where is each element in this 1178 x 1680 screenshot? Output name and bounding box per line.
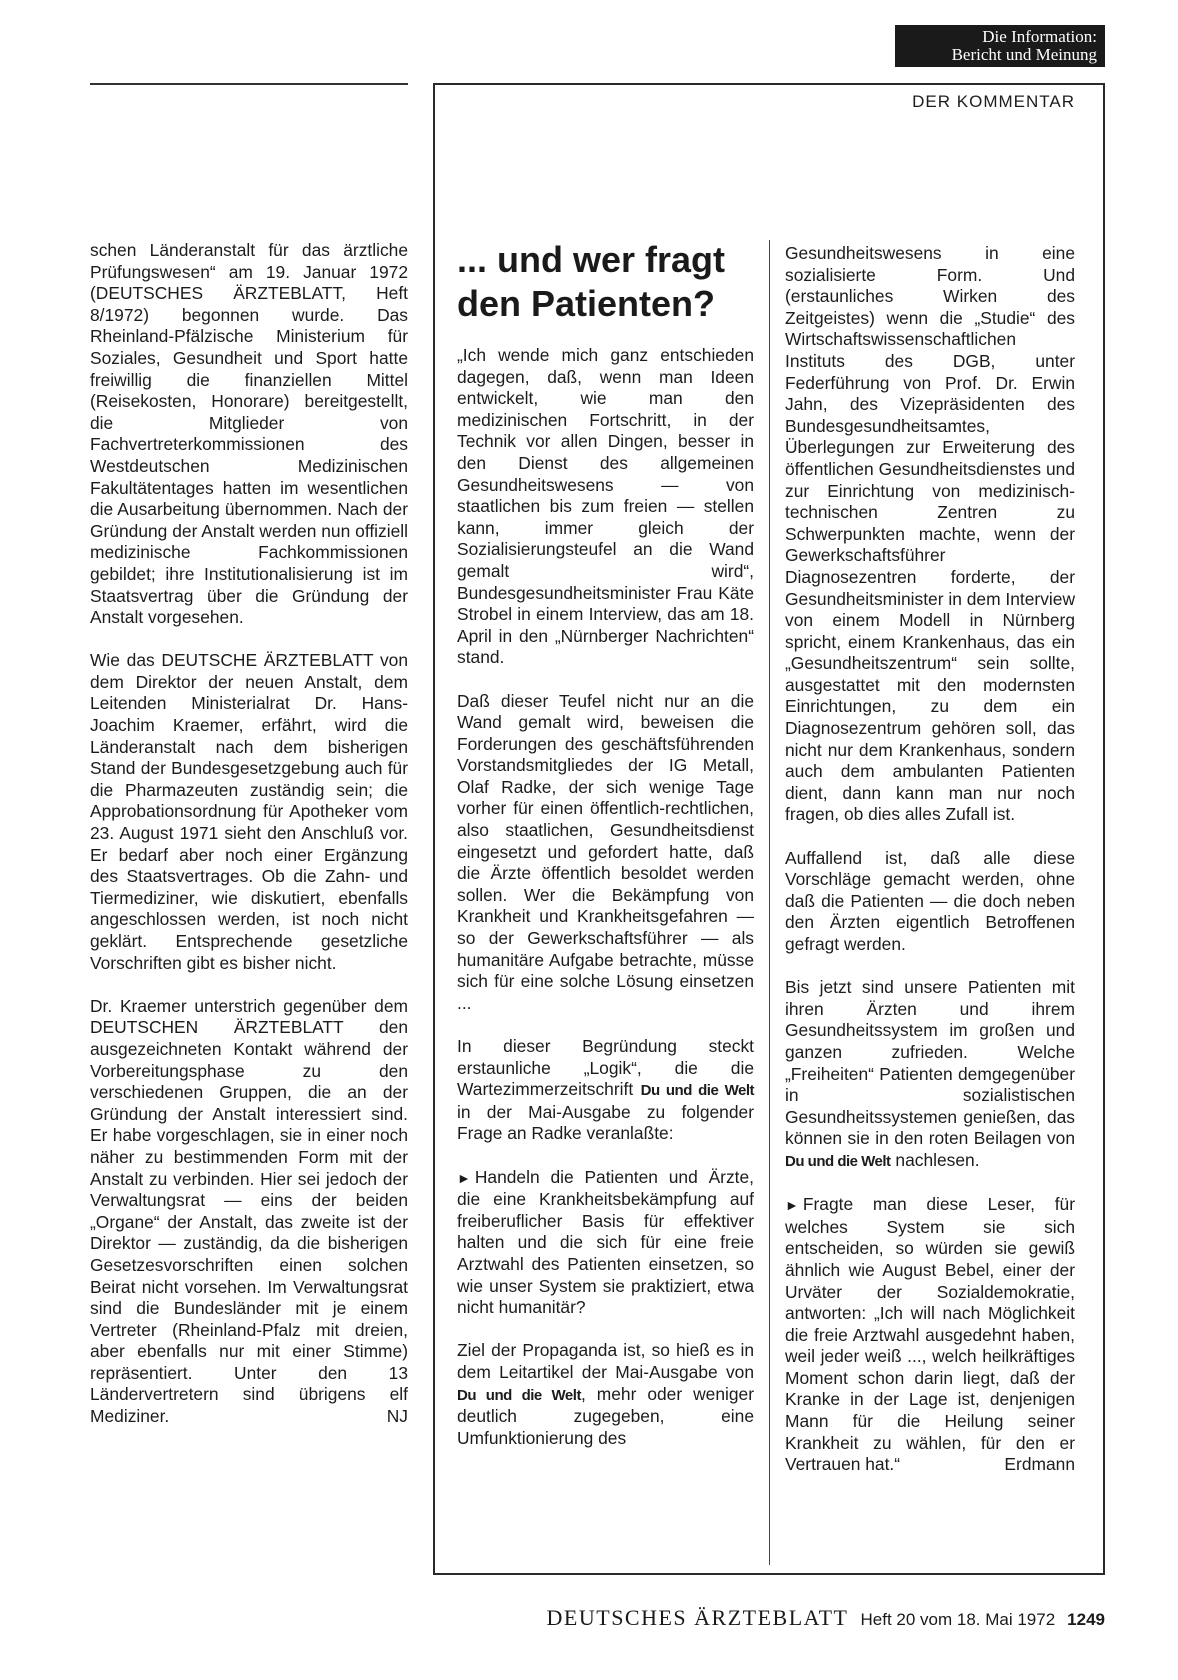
du-und-die-welt-logo: Du und die Welt xyxy=(640,1082,754,1100)
right-paragraph-4 xyxy=(785,1194,1075,1476)
left-paragraph-3-text: Dr. Kraemer unterstrich gegenüber dem DEUTSCHEN ÄRZTEBLATT den ausgezeichneten Kontakt während der Vorbereitungsphase zu den verschiedenen Gruppen, die an der Gründung der Anstalt interessiert sind. Er habe vorgeschlagen, sie in einer noch näher zu bestimmenden Form mit der Anstalt zu verbinden. Hier sei jedoch der Verwaltungsrat — eins der beiden „Organe“ der Anstalt, das zweite ist der Direktor — zuständig, da die bisherigen Gesetzesvorschriften einen solchen Beirat nicht vorsehen. Im Verwaltungsrat sind die Bundesländer mit je einem Vertreter (Rheinland-Pfalz mit dreien, aber ebenfalls nur mit einer Stimme) repräsentiert. Unter den 13 Ländervertretern sind übrigens elf Mediziner. xyxy=(90,995,408,1427)
section-label-line2: Bericht und Meinung xyxy=(951,45,1097,64)
middle-paragraph-3-before: In dieser Begründung steckt erstaunliche „Logik“, die die Wartezimmerzeitschrift xyxy=(457,1036,754,1100)
left-paragraph-2: Wie das DEUTSCHE ÄRZTEBLATT von dem Direktor der neuen Anstalt, dem Leitenden Ministerialrat Dr. Hans-Joachim Kraemer, erfährt, wird die Länderanstalt nach dem bisherigen Stand der Bundesgesetzgebung auch für die Pharmazeuten zuständig sein; die Approbationsordnung für Apotheker vom 23. August 1971 sieht den Anschluß vor. Er bedarf aber noch einer Ergänzung des Staatsvertrages. Ob die Zahn- und Tiermediziner, wie diskutiert, ebenfalls angeschlossen werden, ist noch nicht geklärt. Entsprechende gesetzliche Vorschriften gibt es bisher nicht. xyxy=(90,650,408,973)
right-paragraph-2: Auffallend ist, daß alle diese Vorschläge gemacht werden, ohne daß die Patienten — die doch neben den Ärzten eigentlich Betroffenen gefragt werden. xyxy=(785,847,1075,954)
kommentar-label: DER KOMMENTAR xyxy=(912,92,1075,111)
right-paragraph-1: Gesundheitswesens in eine sozialisierte Form. Und (erstaunliches Wirken des Zeitgeistes) wenn die „Studie“ des Wirtschaftswissenschaftlichen Instituts des DGB, unter Federführung von Prof. Dr. Erwin Jahn, des Vizepräsidenten des Bundesgesundheitsamtes, Überlegungen zur Erweiterung des öffentlichen Gesundheitsdienstes und zur Einrichtung von medizinisch-technischen Zentren zu Schwerpunkten machte, wenn der Gewerkschaftsführer Diagnosezentren forderte, der Gesundheitsminister in dem Interview von einem Modell in Nürnberg spricht, einem Krankenhaus, das ein „Gesundheitszentrum“ sein sollte, ausgestattet mit den modernsten Einrichtungen, zu dem ein Diagnosezentrum gehören soll, das nicht nur dem Krankenhaus, sondern auch dem ambulanten Patienten dient, dann kann man nur noch fragen, ob dies alles Zufall ist. xyxy=(785,243,1075,825)
top-rule xyxy=(90,83,408,85)
footer-issue: Heft 20 vom 18. Mai 1972 xyxy=(860,1610,1056,1629)
middle-paragraph-4-text: Handeln die Patienten und Ärzte, die eine Krankheitsbekämpfung auf freiberuflicher Basis für effektiver halten und die sich für eine freie Arztwahl des Patienten einsetzen, so wie unser System sie praktiziert, etwa nicht humanitär? xyxy=(457,1166,754,1318)
page-number: 1249 xyxy=(1067,1610,1105,1629)
bullet-arrow-icon: ► xyxy=(457,1169,471,1186)
right-paragraph-3-before: Bis jetzt sind unsere Patienten mit ihren Ärzten und ihrem Gesundheitssystem im großen und ganzen zufrieden. Welche „Freiheiten“ Patienten demgegenüber in sozialistischen Gesundheitssystemen genießen, das können sie in den roten Beilagen von xyxy=(785,977,1075,1149)
page-footer xyxy=(491,1605,1105,1635)
left-article-column xyxy=(90,240,408,1449)
middle-paragraph-5-before: Ziel der Propaganda ist, so hieß es in dem Leitartikel der Mai-Ausgabe von xyxy=(457,1340,754,1382)
left-signature: NJ xyxy=(386,1406,408,1427)
middle-paragraph-3-after: in der Mai-Ausgabe zu folgender Frage an Radke veranlaßte: xyxy=(457,1101,754,1144)
middle-paragraph-2: Daß dieser Teufel nicht nur an die Wand gemalt wird, beweisen die Forderungen des geschäftsführenden Vorstandsmitgliedes der IG Metall, Olaf Radke, der sich wenige Tage vorher für einen öffentlich-rechtlichen, also staatlichen, Gesundheitsdienst eingesetzt und gefordert hatte, daß die Ärzte öffentlich besoldet werden sollen. Wer die Bekämpfung von Krankheit und Krankheitsgefahren — so der Gewerkschaftsführer — als humanitäre Aufgabe betrachte, müsse sich für eine solche Lösung einsetzen ... xyxy=(457,690,754,1013)
middle-paragraph-5-after: , mehr oder weniger deutlich zugegeben, eine Umfunktionierung des xyxy=(457,1383,754,1448)
left-paragraph-1: schen Länderanstalt für das ärztliche Prüfungswesen“ am 19. Januar 1972 (DEUTSCHES ÄRZTEBLATT, Heft 8/1972) begonnen wurde. Das Rheinland-Pfälzische Ministerium für Soziales, Gesundheit und Sport hatte freiwillig die finanziellen Mittel (Reisekosten, Honorare) bereitgestellt, die Mitglieder von Fachvertreterkommissionen des Westdeutschen Medizinischen Fakultätentages hatten im wesentlichen die Ausarbeitung übernommen. Nach der Gründung der Anstalt werden nun offiziell medizinische Fachkommissionen gebildet; ihre Institutionalisierung ist im Staatsvertrag über die Gründung der Anstalt vorgesehen. xyxy=(90,240,408,628)
du-und-die-welt-logo: Du und die Welt xyxy=(457,1386,581,1404)
right-signature: Erdmann xyxy=(1004,1454,1075,1475)
commentary-right-column xyxy=(785,243,1075,1497)
section-label-line1: Die Information: xyxy=(982,27,1097,46)
du-und-die-welt-logo: Du und die Welt xyxy=(785,1152,891,1170)
column-divider xyxy=(769,240,770,1565)
commentary-headline: ... und wer fragt den Patienten? xyxy=(457,239,726,324)
commentary-middle-column xyxy=(457,345,754,1471)
section-label xyxy=(895,25,1105,67)
left-paragraph-3 xyxy=(90,996,408,1428)
middle-paragraph-4 xyxy=(457,1167,754,1319)
middle-paragraph-1: „Ich wende mich ganz entschieden dagegen, daß, wenn man Ideen entwickelt, wie man den medizinischen Fortschritt, in der Technik vor allen Dingen, besser in den Dienst des allgemeinen Gesundheitswesens — von staatlichen bis zum freien — stellen kann, immer gleich der Sozialisierungsteufel an die Wand gemalt wird“, Bundesgesundheitsminister Frau Käte Strobel in einem Interview, das am 18. April in den „Nürnberger Nachrichten“ stand. xyxy=(457,345,754,668)
middle-paragraph-3 xyxy=(457,1036,754,1145)
middle-paragraph-5 xyxy=(457,1340,754,1449)
right-paragraph-3 xyxy=(785,977,1075,1172)
right-paragraph-3-after: nachlesen. xyxy=(895,1149,980,1170)
right-paragraph-4-text: Fragte man diese Leser, für welches System sie sich entscheiden, so würden sie gewiß ähnlich wie August Bebel, einer der Urväter der Sozialdemokratie, antworten: „Ich will nach Möglichkeit die freie Arztwahl ausgedehnt haben, weil jeder weiß ..., welch heilkräftiges Moment schon darin liegt, daß der Kranke in der Lage ist, denjenigen Mann für die Heilung seiner Krankheit zu wählen, für den er Vertrauen hat.“ xyxy=(785,1194,1075,1475)
bullet-arrow-icon: ► xyxy=(785,1197,799,1214)
footer-journal-name: DEUTSCHES ÄRZTEBLATT xyxy=(546,1605,849,1630)
